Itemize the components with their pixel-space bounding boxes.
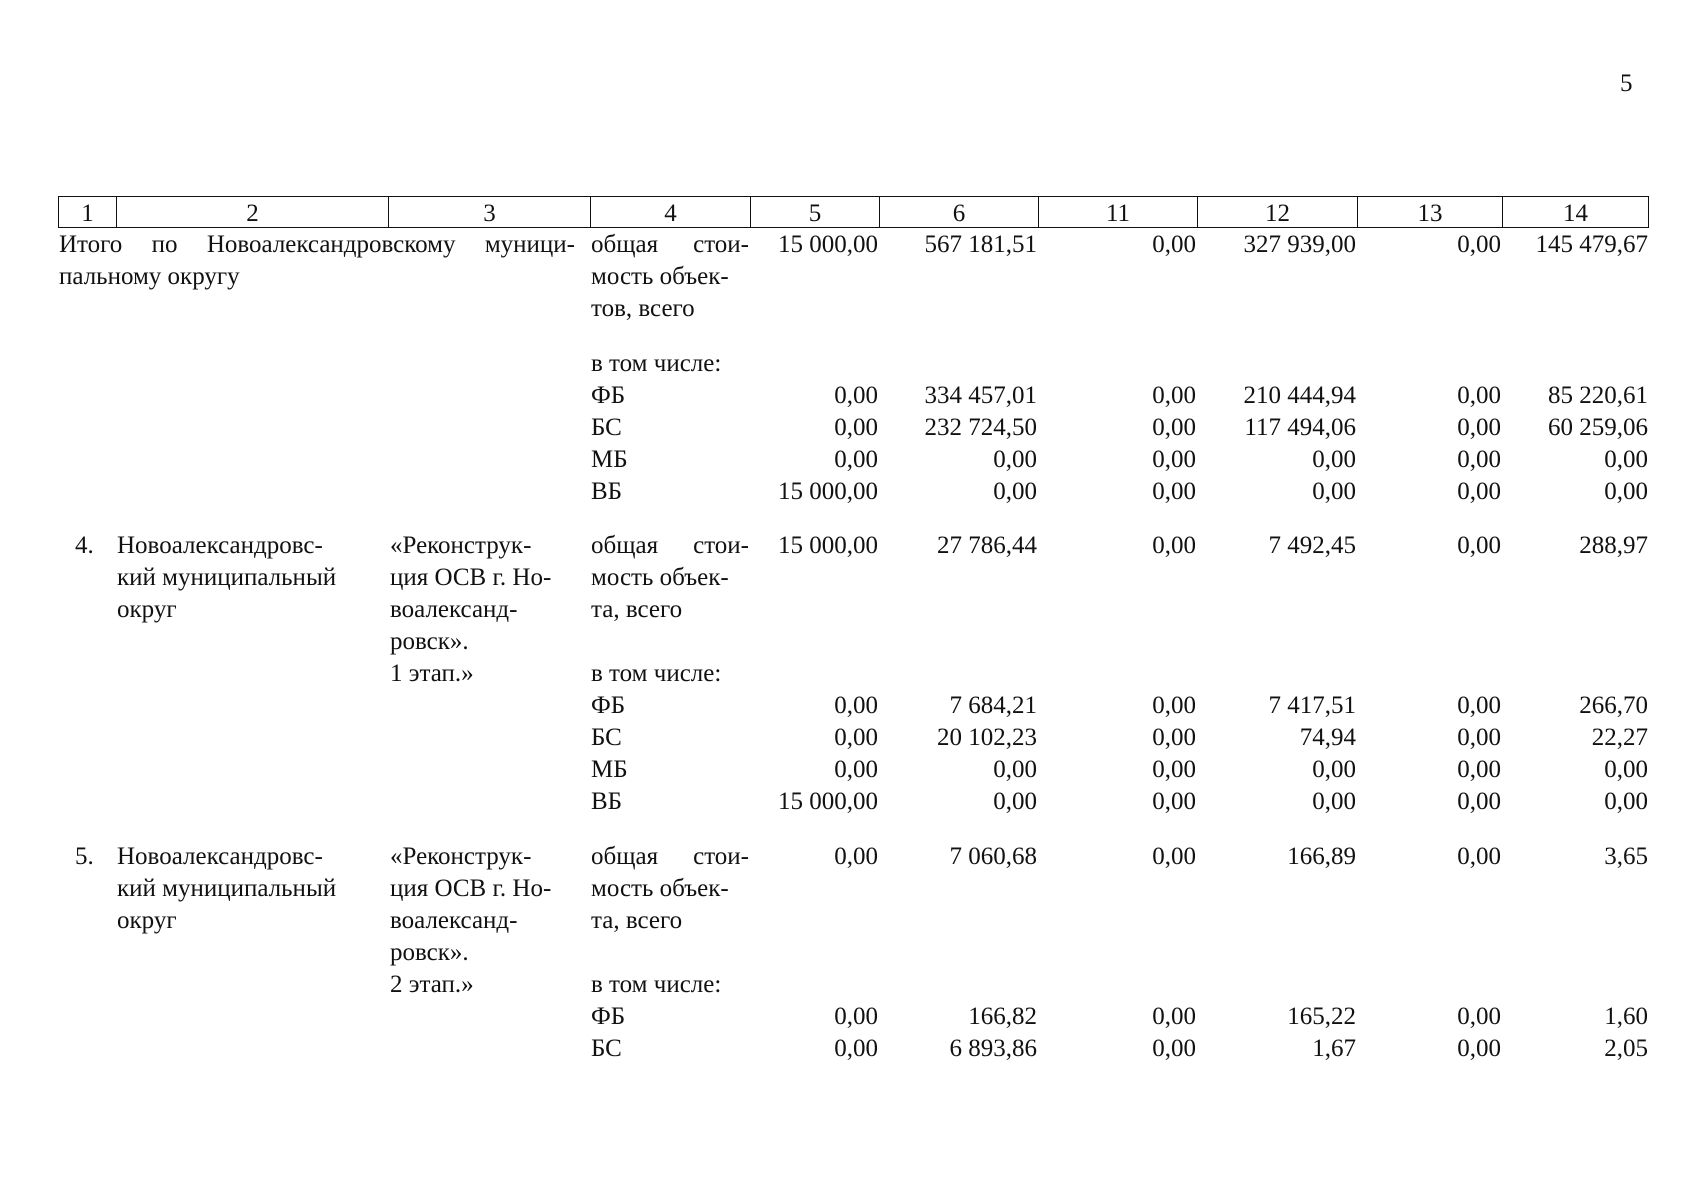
value-cell: 0,00 <box>1457 724 1501 751</box>
object-name: 1 этап.» <box>390 660 474 687</box>
organization-name: Новоалександровс- <box>117 843 323 870</box>
value-cell: 0,00 <box>1457 231 1501 258</box>
cost-label: та, всего <box>591 596 683 623</box>
value-cell: 0,00 <box>1312 756 1356 783</box>
value-cell: 22,27 <box>1591 724 1648 751</box>
value-cell: 117 494,06 <box>1244 414 1356 441</box>
header-cell: 3 <box>388 196 590 228</box>
value-cell: 232 724,50 <box>924 414 1037 441</box>
entry-number: 5. <box>75 843 94 870</box>
value-cell: 0,00 <box>1152 692 1196 719</box>
object-name: ция ОСВ г. Но- <box>390 875 552 902</box>
value-cell: 27 786,44 <box>937 532 1037 559</box>
organization-name: округ <box>117 596 177 623</box>
header-cell: 2 <box>116 196 388 228</box>
value-cell: 7 060,68 <box>949 843 1037 870</box>
fund-label: ФБ <box>591 382 626 409</box>
total-cost-label: мость объек- <box>591 263 729 290</box>
value-cell: 288,97 <box>1579 532 1648 559</box>
value-cell: 0,00 <box>1152 446 1196 473</box>
cost-label: мость объек- <box>591 875 729 902</box>
value-cell: 0,00 <box>1604 478 1648 505</box>
value-cell: 0,00 <box>834 843 878 870</box>
fund-label: МБ <box>591 446 628 473</box>
value-cell: 0,00 <box>834 756 878 783</box>
value-cell: 0,00 <box>1152 843 1196 870</box>
fund-label: БС <box>591 1035 622 1062</box>
value-cell: 1,67 <box>1312 1035 1356 1062</box>
value-cell: 0,00 <box>1152 788 1196 815</box>
value-cell: 7 492,45 <box>1268 532 1356 559</box>
cost-label: мость объек- <box>591 564 729 591</box>
total-cost-label: общая стои- <box>591 231 749 258</box>
value-cell: 166,89 <box>1287 843 1356 870</box>
value-cell: 0,00 <box>1152 478 1196 505</box>
value-cell: 0,00 <box>1457 382 1501 409</box>
cost-label: та, всего <box>591 907 683 934</box>
header-cell: 1 <box>58 196 116 228</box>
value-cell: 74,94 <box>1299 724 1356 751</box>
value-cell: 0,00 <box>1152 1003 1196 1030</box>
value-cell: 2,05 <box>1604 1035 1648 1062</box>
value-cell: 0,00 <box>1152 382 1196 409</box>
value-cell: 0,00 <box>993 756 1037 783</box>
value-cell: 0,00 <box>993 478 1037 505</box>
value-cell: 0,00 <box>834 382 878 409</box>
including-label: в том числе: <box>591 660 722 687</box>
value-cell: 0,00 <box>1312 788 1356 815</box>
value-cell: 0,00 <box>993 788 1037 815</box>
fund-label: ФБ <box>591 1003 626 1030</box>
organization-name: округ <box>117 907 177 934</box>
object-name: воалександ- <box>390 907 518 934</box>
value-cell: 0,00 <box>1312 446 1356 473</box>
header-cell: 11 <box>1038 196 1197 228</box>
value-cell: 0,00 <box>1457 446 1501 473</box>
value-cell: 20 102,23 <box>937 724 1037 751</box>
fund-label: МБ <box>591 756 628 783</box>
value-cell: 7 417,51 <box>1268 692 1356 719</box>
value-cell: 0,00 <box>834 692 878 719</box>
organization-name: Новоалександровс- <box>117 532 323 559</box>
object-name: ровск». <box>390 939 469 966</box>
value-cell: 0,00 <box>834 446 878 473</box>
value-cell: 166,82 <box>968 1003 1037 1030</box>
object-name: воалександ- <box>390 596 518 623</box>
including-label: в том числе: <box>591 971 722 998</box>
value-cell: 266,70 <box>1579 692 1648 719</box>
cost-label: общая стои- <box>591 532 749 559</box>
value-cell: 334 457,01 <box>924 382 1037 409</box>
value-cell: 0,00 <box>1457 414 1501 441</box>
value-cell: 0,00 <box>1457 478 1501 505</box>
value-cell: 0,00 <box>1457 756 1501 783</box>
value-cell: 0,00 <box>1312 478 1356 505</box>
value-cell: 327 939,00 <box>1243 231 1356 258</box>
header-cell: 5 <box>750 196 879 228</box>
value-cell: 0,00 <box>1604 788 1648 815</box>
value-cell: 15 000,00 <box>778 478 878 505</box>
value-cell: 567 181,51 <box>924 231 1037 258</box>
value-cell: 0,00 <box>1152 532 1196 559</box>
fund-label: БС <box>591 724 622 751</box>
header-cell: 13 <box>1357 196 1502 228</box>
value-cell: 210 444,94 <box>1243 382 1356 409</box>
total-label: Итого по Новоалександровскому муници- <box>59 231 575 258</box>
value-cell: 0,00 <box>1604 446 1648 473</box>
value-cell: 0,00 <box>1604 756 1648 783</box>
value-cell: 0,00 <box>1152 756 1196 783</box>
value-cell: 165,22 <box>1287 1003 1356 1030</box>
value-cell: 1,60 <box>1604 1003 1648 1030</box>
header-cell: 6 <box>879 196 1038 228</box>
value-cell: 0,00 <box>834 724 878 751</box>
page-number: 5 <box>1620 70 1633 97</box>
value-cell: 0,00 <box>1152 724 1196 751</box>
value-cell: 0,00 <box>1457 1035 1501 1062</box>
object-name: ция ОСВ г. Но- <box>390 564 552 591</box>
value-cell: 0,00 <box>1457 692 1501 719</box>
total-label: пальному округу <box>59 263 240 290</box>
cost-label: общая стои- <box>591 843 749 870</box>
value-cell: 15 000,00 <box>778 532 878 559</box>
total-cost-label: тов, всего <box>591 295 695 322</box>
value-cell: 0,00 <box>1152 231 1196 258</box>
value-cell: 7 684,21 <box>949 692 1037 719</box>
value-cell: 0,00 <box>834 1035 878 1062</box>
header-cell: 14 <box>1502 196 1649 228</box>
value-cell: 0,00 <box>993 446 1037 473</box>
value-cell: 0,00 <box>1152 1035 1196 1062</box>
value-cell: 0,00 <box>1457 843 1501 870</box>
header-cell: 4 <box>590 196 750 228</box>
fund-label: БС <box>591 414 622 441</box>
value-cell: 85 220,61 <box>1548 382 1648 409</box>
object-name: «Реконструк- <box>390 843 532 870</box>
fund-label: ФБ <box>591 692 626 719</box>
object-name: 2 этап.» <box>390 971 474 998</box>
value-cell: 0,00 <box>834 414 878 441</box>
organization-name: кий муниципальный <box>117 875 337 902</box>
value-cell: 0,00 <box>1457 532 1501 559</box>
header-cell: 12 <box>1197 196 1357 228</box>
value-cell: 0,00 <box>1457 1003 1501 1030</box>
object-name: «Реконструк- <box>390 532 532 559</box>
value-cell: 3,65 <box>1604 843 1648 870</box>
value-cell: 145 479,67 <box>1535 231 1648 258</box>
fund-label: ВБ <box>591 788 623 815</box>
fund-label: ВБ <box>591 478 623 505</box>
value-cell: 0,00 <box>1152 414 1196 441</box>
value-cell: 0,00 <box>834 1003 878 1030</box>
value-cell: 6 893,86 <box>949 1035 1037 1062</box>
object-name: ровск». <box>390 628 469 655</box>
entry-number: 4. <box>75 532 94 559</box>
value-cell: 15 000,00 <box>778 788 878 815</box>
value-cell: 0,00 <box>1457 788 1501 815</box>
including-label: в том числе: <box>591 350 722 377</box>
organization-name: кий муниципальный <box>117 564 337 591</box>
value-cell: 15 000,00 <box>778 231 878 258</box>
value-cell: 60 259,06 <box>1548 414 1648 441</box>
